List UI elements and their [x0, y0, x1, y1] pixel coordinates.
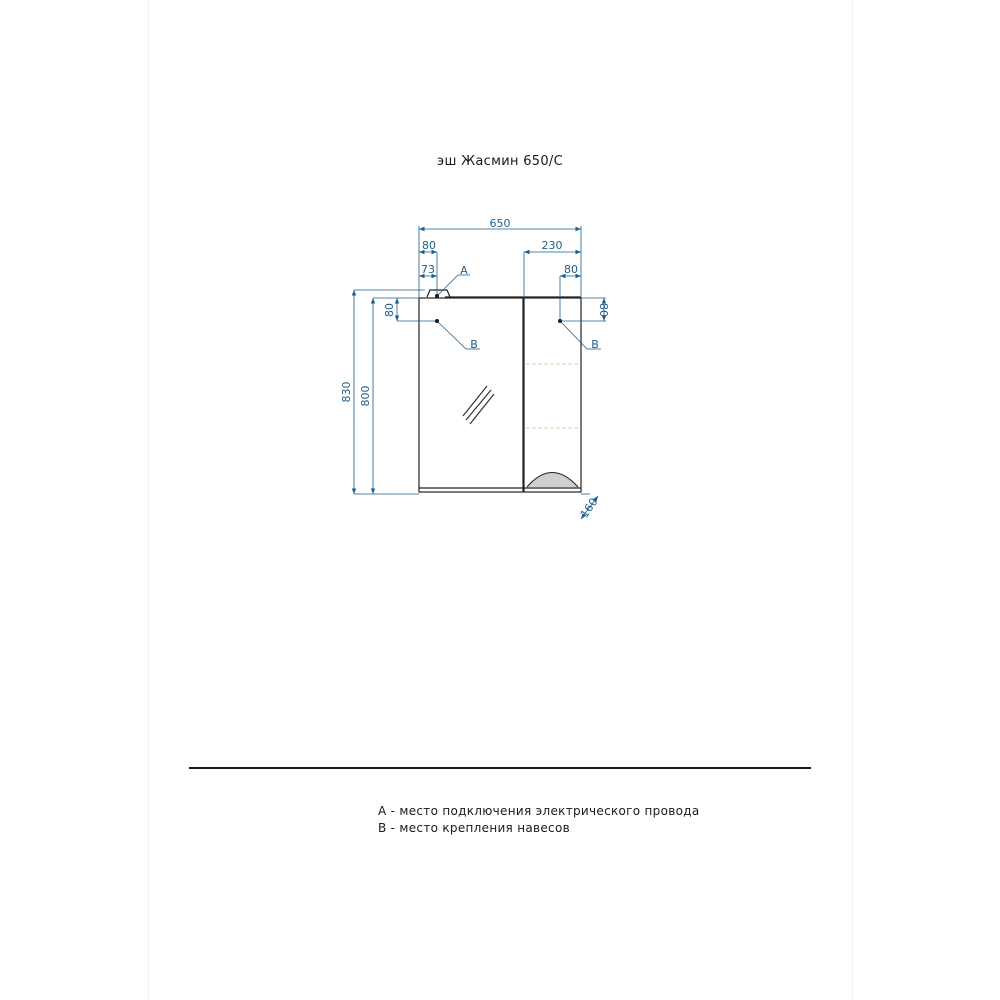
- drawing-title: эш Жасмин 650/С: [437, 154, 563, 169]
- marker-b-right-label: B: [591, 338, 599, 351]
- mirror-panel: [419, 298, 523, 492]
- point-b-left: [435, 319, 439, 323]
- dim-80-vertical-right-label: 80: [597, 303, 610, 317]
- leader-a: [437, 275, 458, 296]
- cabinet-outline: [419, 290, 581, 492]
- dim-80-vertical-left-label: 80: [383, 303, 396, 317]
- dim-80-left-label: 80: [422, 239, 436, 252]
- dim-73-label: 73: [421, 263, 435, 276]
- dim-230-label: 230: [541, 239, 563, 252]
- point-b-right: [558, 319, 562, 323]
- dim-160-label: 160: [577, 495, 601, 521]
- dim-80-right-label: 80: [564, 263, 578, 276]
- marker-b-left-label: B: [470, 338, 478, 351]
- legend-line-b: В - место крепления навесов: [378, 821, 570, 835]
- open-shelf-arc: [527, 473, 578, 488]
- side-cabinet: [524, 298, 581, 492]
- cabinet-shelves: [526, 364, 579, 428]
- legend-divider: [189, 767, 811, 769]
- dim-650-label: 650: [489, 217, 511, 230]
- point-a: [435, 294, 439, 298]
- dim-800-label: 800: [359, 385, 372, 407]
- legend: [378, 803, 700, 837]
- dim-830-label: 830: [340, 381, 353, 403]
- leader-b-left: [437, 321, 466, 349]
- mirror-reflection-icon: [463, 386, 494, 424]
- legend-line-a: А - место подключения электрического провода: [378, 804, 700, 818]
- leader-b-right: [560, 321, 587, 349]
- marker-a-label: A: [460, 264, 468, 277]
